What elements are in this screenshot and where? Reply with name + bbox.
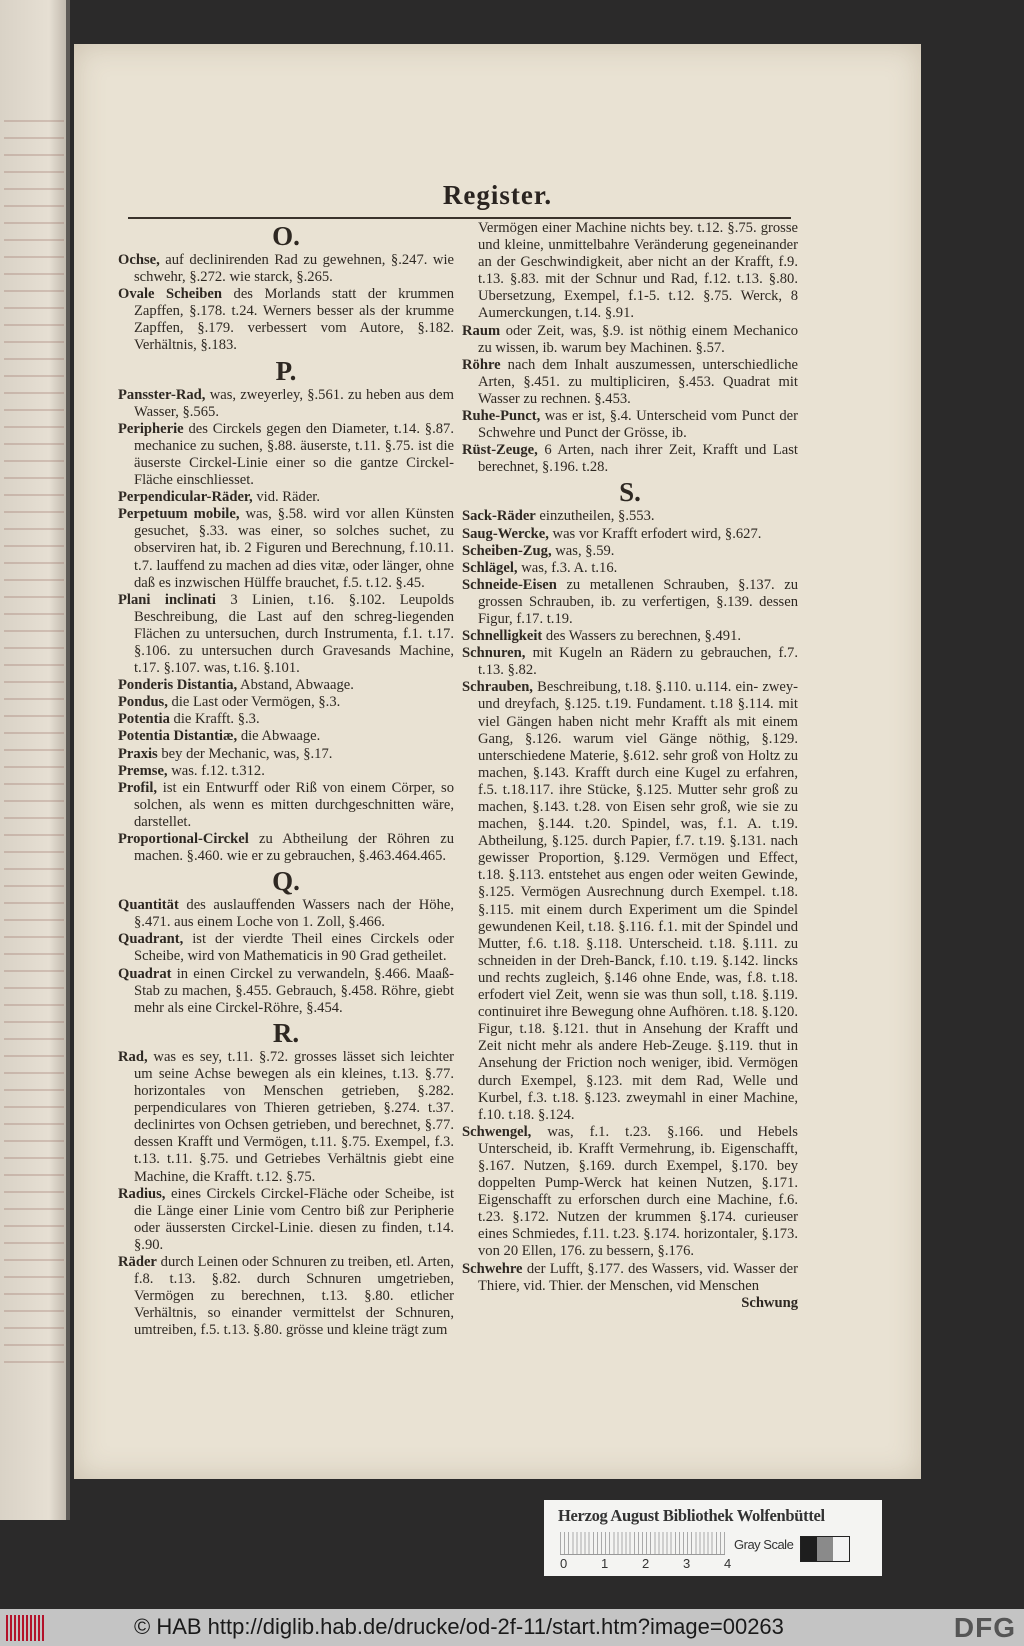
entry-keyword: Ponderis Distantia, [118,677,238,694]
entry-keyword: Quadrat [118,965,172,982]
entry-keyword: Schrauben, [462,679,533,696]
entry-keyword: Quadrant, [118,931,184,948]
index-entry [118,746,454,763]
index-entry [462,628,798,645]
ruler-scale [560,1532,725,1555]
entry-keyword: Pondus, [118,694,168,711]
index-entry [462,220,798,323]
ruler-number: 3 [683,1556,691,1571]
index-entry [118,421,454,489]
entry-text: des Wassers zu berechnen, §.491. [542,628,742,645]
entry-text: des Morlands statt der krummen Zapffen, §.178. t.24. Werners besser als der krumme Zapffen, §.179. verbessert vom Autore, §.182. Verhältnis, §.183. [134,286,454,354]
entry-text: einzutheilen, §.553. [535,508,655,525]
index-entry [118,780,454,831]
index-column-right [462,220,798,1312]
entry-keyword: Schwehre [462,1260,523,1277]
entry-text: mit Kugeln an Rädern zu gebrauchen, f.7. t.13. §.82. [478,645,798,679]
footer-bar [0,1609,1024,1646]
entry-keyword: Schlägel, [462,559,518,576]
entry-keyword: Scheiben-Zug, [462,542,552,559]
section-letter: P. [275,355,297,386]
index-entry [118,252,454,286]
entry-text: des Circkels gegen den Diameter, t.14. §.87. mechanice zu suchen, §.88. äuserste, t.11. §.75. ist die äuserste Circkel-Linie einer so die gantze Circkel-Fläche einschliesset. [134,420,454,489]
entry-text: eines Circkels Circkel-Fläche oder Scheibe, ist die Länge einer Linie vom Centro biß zur Peripherie oder äussersten Circkel-Linie. diesen zu finden, t.14. §.90. [134,1185,454,1253]
previous-page-text-lines [4,120,64,1370]
index-entry [462,442,798,476]
entry-keyword: Praxis [118,745,158,762]
index-entry [118,763,454,780]
entry-keyword: Rad, [118,1048,148,1065]
index-entry [118,1186,454,1254]
entry-keyword: Proportional-Circkel [118,831,249,847]
index-entry [462,1261,798,1295]
index-entry [118,286,454,354]
entry-text: durch Leinen oder Schnuren zu treiben, etl. Arten, f.8. t.13. §.82. durch Schnuren umgetrieben, Vermögen zu berechnen, t.13. §.80. etlicher Verhältnis, so einander vermittelst der Schnuren, umtreiben, f.5. t.13. §.80. grösse und kleine trägt zum [134,1253,454,1339]
entry-keyword: Schnuren, [462,645,526,662]
entry-keyword: Ochse, [118,252,160,268]
entry-text: die Last oder Vermögen, §.3. [167,694,341,711]
copyright-url-link[interactable]: © HAB http://diglib.hab.de/drucke/od-2f-11/start.htm?image=00263 [134,1614,784,1639]
entry-keyword: Räder [118,1253,157,1270]
ruler-number: 4 [724,1556,732,1571]
index-entry [462,1124,798,1261]
library-scale-label [544,1500,882,1576]
section-letter: S. [619,477,641,508]
entry-text: was es sey, t.11. §.72. grosses lässet sich leichter um seine Achse bewegen als ein kleines, t.13. §.77. horizontales von Menschen getrieben, §.282. perpendiculares von Thieren getrieben, §.274. t.37. declinirtes von Ochsen getrieben, und berechnet, §.77. dessen Krafft und Vermögen, t.11. §.75. Exempel, f.3. t.13. t.11. §.75. und Getriebes Verhältnis giebt eine Machine, die Krafft. t.12. §.75. [134,1048,454,1185]
entry-text: was er ist, §.4. Unterscheid vom Punct der Schwehre und Punct der Grösse, ib. [478,408,798,442]
entry-text: die Abwaage. [237,728,321,745]
entry-keyword: Perpendicular-Räder, [118,489,253,506]
entry-text: 3 Linien, t.16. §.102. Leupolds Beschreibung, die Last auf den schreg-liegenden Flächen zu untersuchen, durch Instrumenta, f.1. t.17. §.106. zu untersuchen durch Gravesands Machine, t.17. §.107. was, t.16. §.101. [134,591,455,677]
entry-text: Beschreibung, t.18. §.110. u.114. ein- zwey- und dreyfach, §.125. t.19. Fundament. t.18 §.114. mit viel Gängen haben nicht mehr Krafft als mit einem Gang, §.126. warum viel Gänge nöthig, §.129. unterschiedene Materie, §.612. sehr groß von Holtz zu machen, §.143. Krafft durch eine Kugel zu erfahren, f.5. t.18.117. ihre Stücke, §.125. Mutter sehr groß zu machen, §.143. t.28. von Eisen sehr groß, wie sie zu machen, §.144. t.20. Spindel, was, f.1. A. t.19. Abtheilung, §.125. durch Papier, f.7. t.19. §.131. nach gewisser Proportion, §.129. Vermögen und Effect, t.18. §.113. entstehet aus engen oder weiten Gewinde, §.125. Vermögen Ausrechnung durch Exempel. t.18. §.115. mit einem durch Experiment um die Spindel gewundenen Keil, t.18. §.116. f.1. mit der Spindel und Mutter, f.6. t.18. §.118. Unterscheid. t.18. §.111. zu schneiden in der Dreh-Banck, f.10. t.19. §.142. lincks und rechts zugleich, §.146 ohne Ende, was, f.8. t.18. erfodert viel Zeit, wenn sie was thun soll, t.18. §.119. continuiret ihre Bewegung ohne Aufhören. t.18. §.120. Figur, t.18. §.121. thut in Ansehung der Krafft und Zeit nicht mehr als andere Heb-Zeuge. §.119. thut in Ansehung der Friction noch weniger, ibid. Vermögen durch Exempel, §.123. mit dem Rad, Welle und Kurbel, f.3. t.18. §.123. zweymahl in einer Machine, f.10. t.18. §.124. [478,679,798,1123]
entry-text: was vor Krafft erfodert wird, §.627. [548,525,762,542]
entry-keyword: Schwengel, [462,1123,532,1140]
ruler-number: 2 [642,1556,650,1571]
entry-text: zu metallenen Schrauben, §.137. zu grossen Schrauben, ib. zu verfertigen, §.139. dessen Figur, f.17. t.19. [478,576,798,627]
page-title: Register. [442,180,553,210]
entry-keyword: Peripherie [118,420,184,437]
entry-text: auf declinirenden Rad zu gewehnen, §.247. wie schwehr, §.272. wie starck, §.265. [134,252,454,286]
entry-text: was, §.59. [551,542,615,559]
entry-text: bey der Mechanic, was, §.17. [157,745,333,762]
index-entry [118,711,454,728]
index-column-left [118,220,454,1339]
ruler-number: 0 [560,1556,568,1571]
entry-keyword: Schneide-Eisen [462,576,557,593]
index-entry [462,408,798,442]
entry-text: ist ein Entwurff oder Riß von einem Cörper, so solchen, als wenn es mitten durchgeschnitten wäre, darstellet. [134,779,454,830]
entry-keyword: Potentia [118,711,170,728]
index-entry [462,323,798,357]
entry-text: was. f.12. t.312. [167,762,265,779]
entry-text: Abstand, Abwaage. [237,677,354,694]
entry-text: zu Abtheilung der Röhren zu machen. §.460. wie er zu gebrauchen, §.463.464.465. [134,831,454,865]
gray-scale-swatch [800,1536,850,1562]
scanned-page [74,44,921,1479]
ruler-number: 1 [601,1556,609,1571]
entry-keyword: Rüst-Zeuge, [462,442,538,459]
entry-keyword: Plani inclinati [118,591,216,608]
entry-text: ist der vierdte Theil eines Circkels oder Scheibe, wird von Mathematicis in 90 Grad getheilet. [134,931,454,965]
gray-swatch-patch [801,1537,817,1561]
entry-keyword: Profil, [118,779,158,796]
index-entry [118,677,454,694]
entry-keyword: Saug-Wercke, [462,525,549,542]
entry-text: oder Zeit, was, §.9. ist nöthig einem Mechanico zu wissen, ib. warum bey Machinen. §.57. [478,322,798,356]
entry-keyword: Röhre [462,356,501,373]
index-entry [118,1254,454,1339]
section-letter: R. [272,1017,300,1048]
entry-keyword: Schnelligkeit [462,628,543,645]
entry-text: was, §.58. wird vor allen Künsten gesuchet, §.33. was einer, so solches suchet, zu observiren hat, ib. 2 Figuren und Berechnung, f.10.11. t.7. lauffend zu machen ad dies vitæ, oder länger, ohne daß es inzwischen Hülffe brauchet, f.5. t.12. §.45. [134,506,454,591]
index-entry [118,506,454,591]
entry-text: in einen Circkel zu verwandeln, §.466. Maaß-Stab zu machen, §.455. Gebrauch, §.458. Röhre, giebt mehr als eine Circkel-Röhre, §.454. [134,965,454,1016]
entry-text: nach dem Inhalt auszumessen, unterschiedliche Arten, §.451. zu multipliciren, §.453. Quadrat mit Wasser zu rechnen. §.453. [478,356,798,407]
entry-keyword: Ovale Scheiben [118,286,222,303]
entry-keyword: Quantität [118,897,179,914]
index-entry [118,966,454,1017]
index-entry [462,645,798,679]
entry-text: was, zweyerley, §.561. zu heben aus dem Wasser, §.565. [134,386,454,420]
entry-text: die Krafft. §.3. [169,711,260,728]
entry-text: Vermögen einer Machine nichts bey. t.12. §.75. grosse und kleine, unmittelbahre Veränderung gegeneinander an der Geschwindigkeit, aber nicht an der Krafft, f.9. t.13. §.83. mit der Schnur und Rad, f.12. t.13. §.80. Ubersetzung, Exempel, f.1-5. t.12. §.75. Werck, 8 Aumerckungen, t.14. §.91. [478,220,798,322]
section-letter: O. [272,221,300,251]
gray-scale-label: Gray Scale [734,1537,794,1552]
index-entry [118,489,454,506]
entry-keyword: Sack-Räder [462,508,536,525]
entry-keyword: Ruhe-Punct, [462,408,541,425]
entry-keyword: Radius, [118,1185,166,1202]
dfg-logo: DFG [953,1612,1016,1643]
index-entry [462,508,798,525]
index-entry [462,679,798,1123]
catchword: Schwung [741,1294,798,1311]
entry-keyword: Perpetuum mobile, [118,506,240,523]
institution-name: Herzog August Bibliothek Wolfenbüttel [558,1506,825,1525]
index-entry [118,931,454,965]
index-entry [462,543,798,560]
entry-keyword: Potentia Distantiæ, [118,728,238,745]
index-entry [462,526,798,543]
previous-page-edge [0,0,70,1520]
index-entry [462,560,798,577]
index-entry [118,592,454,677]
hab-logo-icon [6,1615,46,1641]
index-entry [462,357,798,408]
index-entry [118,728,454,745]
entry-text: was, f.3. A. t.16. [517,559,618,576]
index-entry [118,897,454,931]
page-gutter [66,0,70,1520]
entry-text: 6 Arten, nach ihrer Zeit, Krafft und Last berechnet, §.196. t.28. [478,442,798,476]
index-entry [462,577,798,628]
entry-text: des auslauffenden Wassers nach der Höhe, §.471. aus einem Loche von 1. Zoll, §.466. [134,897,454,931]
entry-text: was, f.1. t.23. §.166. und Hebels Unterscheid, ib. Krafft Vermehrung, ib. Eigenschafft, §.167. Nutzen, §.169. durch Exempel, §.170. bey doppelten Pump-Werck hat keinen Nutzen, §.171. Eigenschafft zu erforschen durch eine Machine, f.6. t.23. §.172. Nutzen der krummen §.174. curieuser eines Schmiedes, f.11. t.23. §.174. horizontaler, §.173. von 20 Ellen, 176. zu bessern, §.176. [478,1123,798,1260]
section-letter: Q. [272,866,300,897]
entry-keyword: Pansster-Rad, [118,386,206,403]
entry-text: der Lufft, §.177. des Wassers, vid. Wasser der Thiere, vid. Thier. der Menschen, vid Menschen [478,1260,798,1294]
index-entry [118,831,454,865]
index-entry [118,1049,454,1186]
index-entry [118,694,454,711]
entry-text: vid. Räder. [252,489,321,506]
entry-keyword: Raum [462,322,501,339]
title-rule [128,217,791,219]
gray-swatch-patch [833,1537,849,1561]
index-entry [118,387,454,421]
entry-keyword: Premse, [118,762,168,779]
gray-swatch-patch [817,1537,833,1561]
